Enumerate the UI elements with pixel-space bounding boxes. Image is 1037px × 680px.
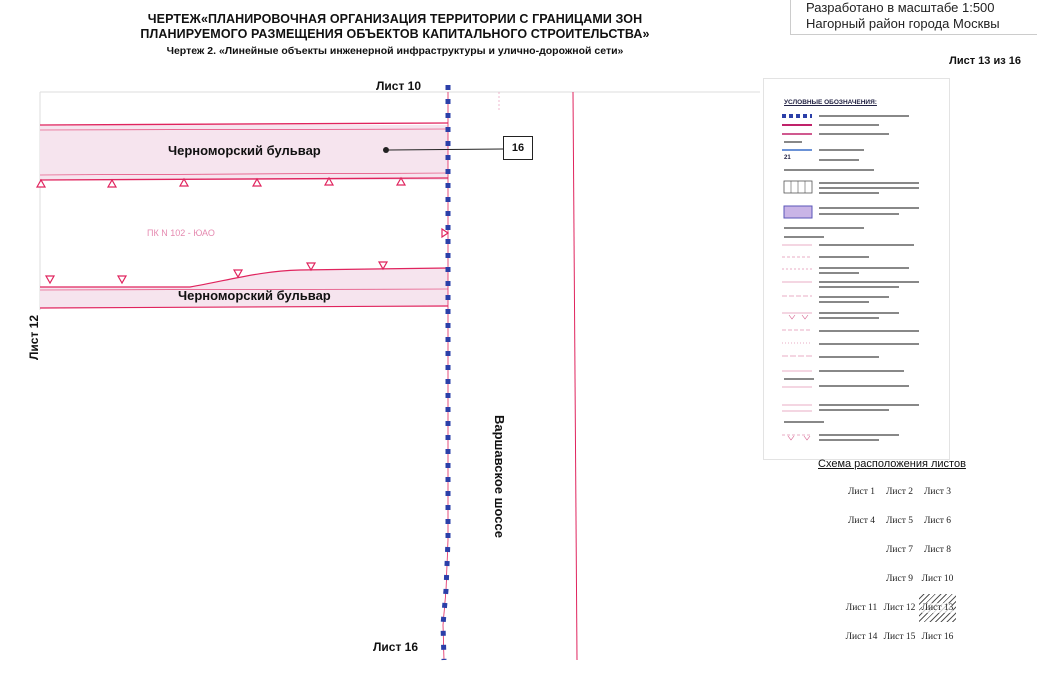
scheme-cell [919, 565, 956, 593]
highway-name: Варшавское шоссе [492, 415, 507, 538]
scheme-cell [919, 594, 956, 622]
scheme-cell [881, 623, 918, 651]
scheme-cell [919, 536, 956, 564]
sheet-label-top: Лист 10 [376, 79, 422, 93]
callout-dot [383, 147, 389, 153]
street-name-upper: Черноморский бульвар [168, 143, 321, 158]
scheme-cell-label: Лист 3 [923, 487, 952, 497]
scheme-cell-label: Лист 11 [845, 603, 878, 613]
scheme-title: Схема расположения листов [818, 458, 966, 470]
scheme-cell-label: Лист 1 [847, 487, 876, 497]
scheme-cell [843, 478, 880, 506]
scheme-cell-label: Лист 9 [885, 574, 914, 584]
scale-text: Разработано в масштабе 1:500 [806, 0, 995, 15]
scheme-cell [843, 623, 880, 651]
sheet-number: Лист 13 из 16 [949, 55, 1021, 67]
red-line [40, 123, 448, 125]
scheme-cell-label: Лист 16 [921, 632, 954, 642]
scheme-cell [919, 623, 956, 651]
scheme-cell [881, 507, 918, 535]
pk-label: ПК N 102 - ЮАО [147, 228, 215, 238]
highway-red-line [573, 92, 577, 660]
legend-panel [763, 78, 950, 460]
scheme-cell [881, 536, 918, 564]
scheme-cell-label: Лист 8 [923, 545, 952, 555]
sheet-label-left: Лист 12 [27, 314, 41, 360]
scheme-cell-label: Лист 12 [883, 603, 916, 613]
scheme-cell [919, 507, 956, 535]
scheme-cell [919, 478, 956, 506]
sheet-label-bottom: Лист 16 [373, 640, 419, 654]
title-line-2: ПЛАНИРУЕМОГО РАЗМЕЩЕНИЯ ОБЪЕКТОВ КАПИТАЛЬНОГО СТРОИТЕЛЬСТВА» [140, 27, 650, 41]
scheme-cell-label: Лист 4 [847, 516, 876, 526]
scheme-cell-label: Лист 15 [883, 632, 916, 642]
scheme-cell-label: Лист 2 [885, 487, 914, 497]
legend-symbols [764, 79, 949, 459]
scheme-cell-label: Лист 7 [885, 545, 914, 555]
scheme-cell [881, 478, 918, 506]
callout-number-box: 16 [503, 136, 533, 160]
legend-sample-number: 21 [784, 155, 791, 161]
legend-title: УСЛОВНЫЕ ОБОЗНАЧЕНИЯ: [784, 99, 877, 106]
district-text: Нагорный район города Москвы [806, 16, 1000, 31]
scheme-cell-label: Лист 5 [885, 516, 914, 526]
sheet-scheme [843, 478, 963, 653]
scheme-cell-label: Лист 14 [845, 632, 878, 642]
street-name-lower: Черноморский бульвар [178, 288, 331, 303]
scheme-cell-label: Лист 6 [923, 516, 952, 526]
drawing-subtitle: Чертеж 2. «Линейные объекты инженерной инфраструктуры и улично-дорожной сети» [166, 45, 624, 57]
scheme-cell [843, 594, 880, 622]
title-line-1: ЧЕРТЕЖ«ПЛАНИРОВОЧНАЯ ОРГАНИЗАЦИЯ ТЕРРИТОРИИ С ГРАНИЦАМИ ЗОН [147, 12, 643, 26]
scheme-cell [881, 565, 918, 593]
scheme-cell-label: Лист 13 [921, 603, 954, 613]
scheme-cell-label: Лист 10 [921, 574, 954, 584]
scheme-cell [881, 594, 918, 622]
scheme-cell [843, 507, 880, 535]
